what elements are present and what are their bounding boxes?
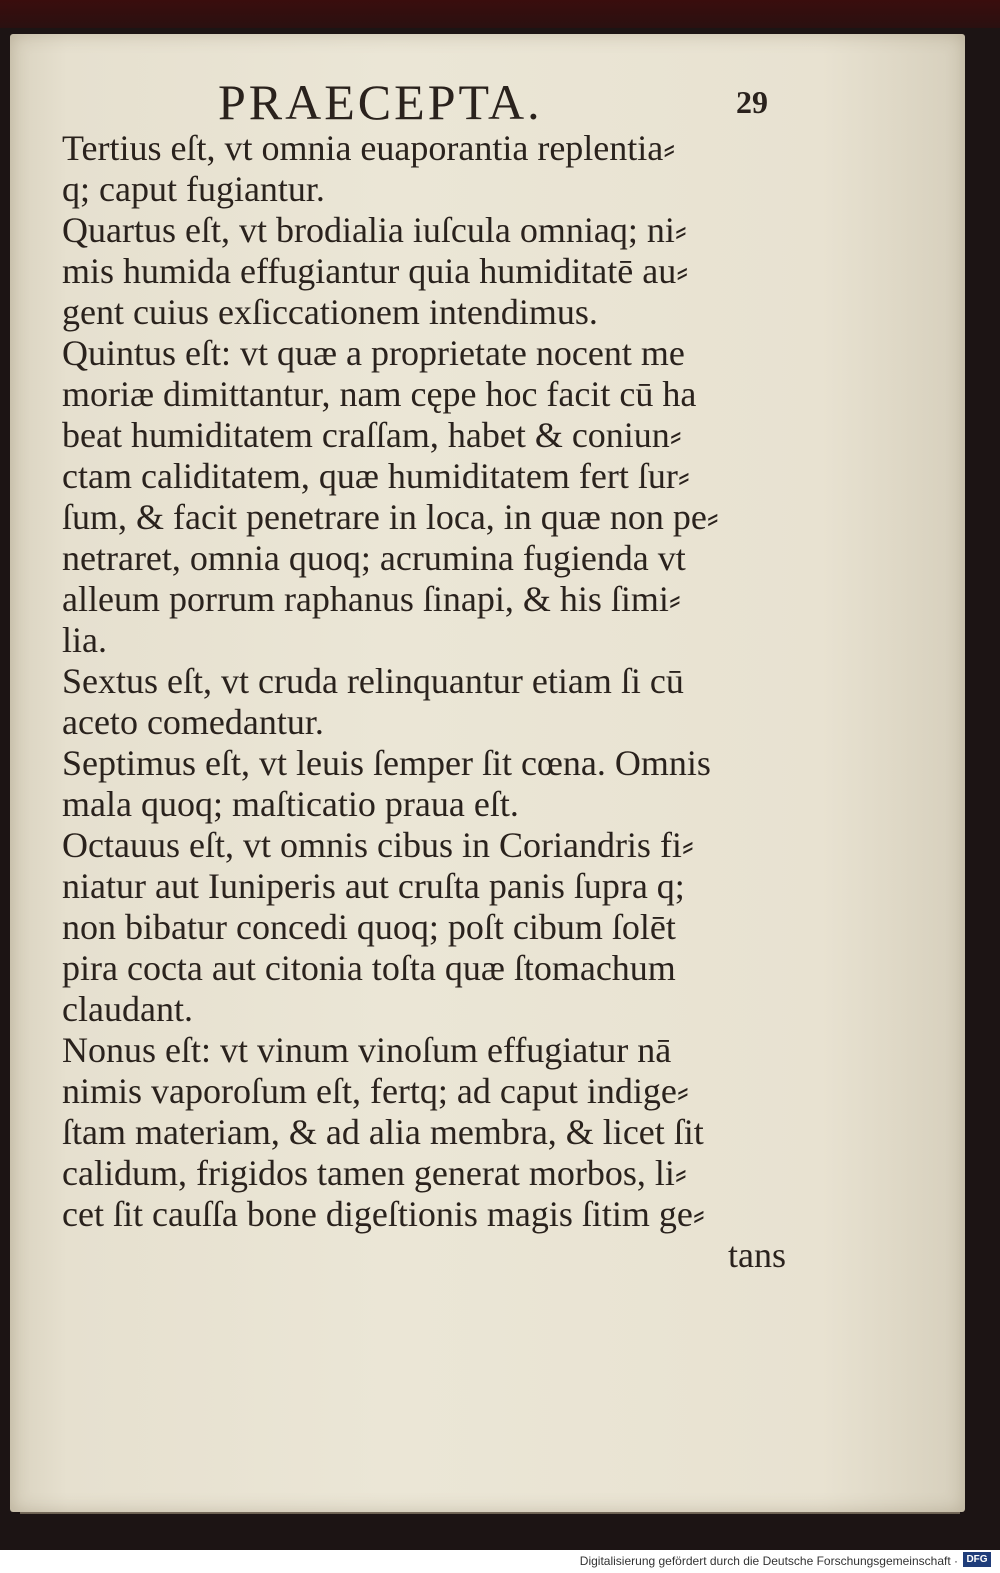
text-line: niatur aut Iuniperis aut cruſta panis ſupra q; (62, 866, 685, 906)
text-line: alleum porrum raphanus ſinapi, & his ſimi⸗ (62, 579, 681, 619)
text-line: beat humiditatem craſſam, habet & coniun⸗ (62, 415, 682, 455)
text-line: mis humida effugiantur quia humiditatē au⸗ (62, 251, 689, 291)
text-line: Quartus eſt, vt brodialia iuſcula omniaq; ni⸗ (62, 210, 687, 250)
text-line: Quintus eſt: vt quæ a proprietate nocent me (62, 333, 685, 373)
body-text (62, 128, 792, 1276)
footer-credit: Digitalisierung gefördert durch die Deutsche Forschungsgemeinschaft · (579, 1554, 958, 1568)
text-line: lia. (62, 620, 107, 660)
text-line: moriæ dimittantur, nam cępe hoc facit cū ha (62, 374, 697, 414)
text-line: Octauus eſt, vt omnis cibus in Coriandris fi⸗ (62, 825, 694, 865)
text-line: ſtam materiam, & ad alia membra, & licet ſit (62, 1112, 704, 1152)
text-line: ctam caliditatem, quæ humiditatem fert ſur⸗ (62, 456, 690, 496)
text-line: Sextus eſt, vt cruda relinquantur etiam ſi cū (62, 661, 684, 701)
text-line: ſum, & facit penetrare in loca, in quæ non pe⸗ (62, 497, 719, 537)
text-line: cet ſit cauſſa bone digeſtionis magis ſitim ge⸗ (62, 1194, 705, 1234)
running-head: PRAECEPTA. (218, 74, 543, 130)
text-line: q; caput fugiantur. (62, 169, 325, 209)
text-line: netraret, omnia quoq; acrumina fugienda vt (62, 538, 686, 578)
text-line: claudant. (62, 989, 193, 1029)
text-line: gent cuius exſiccationem intendimus. (62, 292, 598, 332)
text-line: pira cocta aut citonia toſta quæ ſtomachum (62, 948, 676, 988)
text-line: calidum, frigidos tamen generat morbos, li⸗ (62, 1153, 687, 1193)
text-line: Nonus eſt: vt vinum vinoſum effugiatur nā (62, 1030, 672, 1070)
text-line: Septimus eſt, vt leuis ſemper ſit cœna. Omnis (62, 743, 711, 783)
text-line: non bibatur concedi quoq; poſt cibum ſolēt (62, 907, 676, 947)
text-line: Tertius eſt, vt omnia euaporantia replentia⸗ (62, 128, 676, 168)
text-line: mala quoq; maſticatio praua eſt. (62, 784, 519, 824)
page-number: 29 (736, 84, 768, 120)
dfg-logo: DFG (963, 1552, 991, 1567)
book-edge (0, 0, 1000, 28)
text-line: aceto comedantur. (62, 702, 324, 742)
catchword: tans (728, 1235, 786, 1275)
text-line: nimis vaporoſum eſt, fertq; ad caput indige⸗ (62, 1071, 689, 1111)
